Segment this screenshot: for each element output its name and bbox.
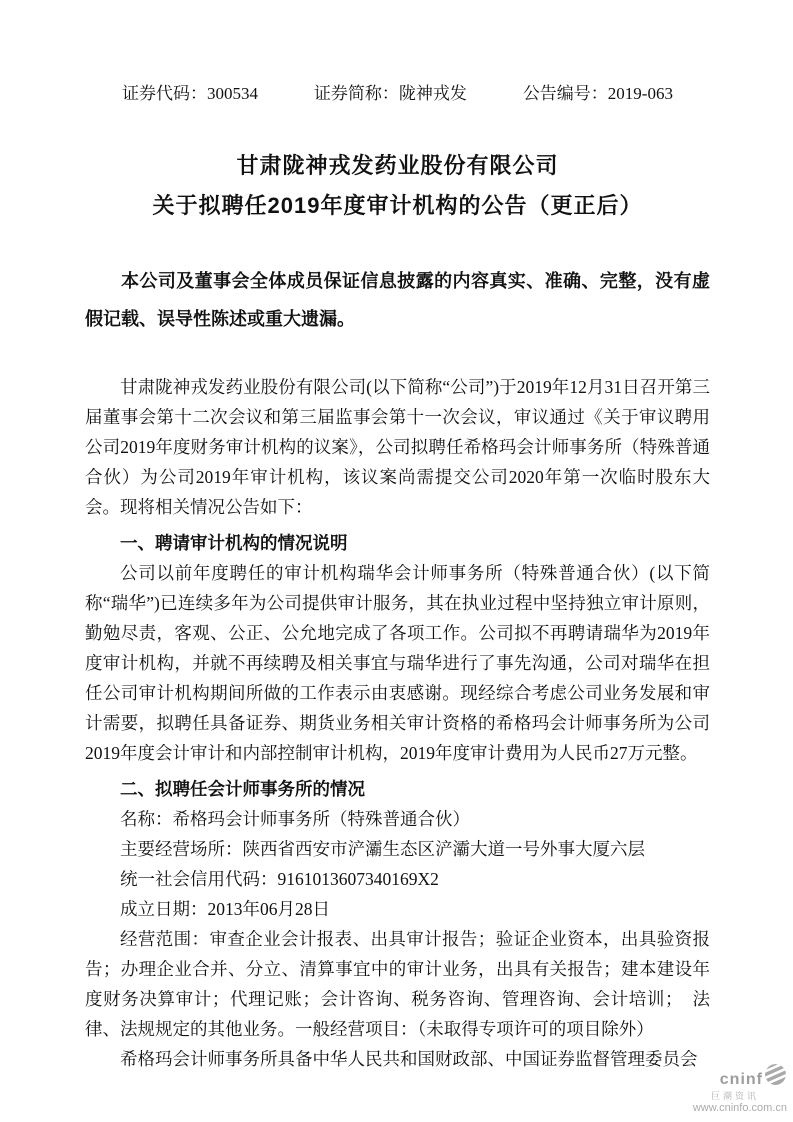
announcement-number: 公告编号：2019-063: [522, 84, 673, 103]
stock-abbr: 证券简称：陇神戎发: [313, 84, 467, 103]
business-scope-paragraph: 经营范围：审查企业会计报表、出具审计报告；验证企业资本，出具验资报告；办理企业合并、分立、清算事宜中的审计业务，出具有关报告；建本建设年度财务决算审计；代理记账；会计咨询、税务咨询、管理咨询、会计培训； 法律、法规规定的其他业务。一般经营项目：（未取得专项许可的项目除外）: [85, 929, 710, 1039]
document-header: [85, 84, 710, 104]
stock-code: 证券代码：300534: [122, 84, 258, 103]
credit-code-line: 统一社会信用代码：9161013607340169X2: [120, 869, 439, 889]
cninfo-url: www.cninfo.com.cn: [692, 1102, 787, 1114]
section1-heading: 一、聘请审计机构的情况说明: [120, 533, 348, 553]
qualification-paragraph: 希格玛会计师事务所具备中华人民共和国财政部、中国证券监督管理委员会: [120, 1049, 698, 1069]
company-name-title: 甘肃陇神戎发药业股份有限公司: [236, 153, 559, 178]
cninfo-logo-text: cninf: [719, 1071, 763, 1088]
announcement-title: 关于拟聘任2019年度审计机构的公告（更正后）: [152, 193, 643, 218]
firm-name-line: 名称：希格玛会计师事务所（特殊普通合伙）: [120, 809, 470, 829]
cninfo-chinese-name: 巨潮资讯: [710, 1091, 759, 1101]
intro-paragraph: 甘肃陇神戎发药业股份有限公司(以下简称“公司”)于2019年12月31日召开第三届董事会第十二次会议和第三届监事会第十一次会议，审议通过《关于审议聘用公司2019年度财务审计机构的议案》，公司拟聘任希格玛会计师事务所（特殊普通合伙）为公司2019年审计机构，该议案尚需提交公司2020年第一次临时股东大会。现将相关情况公告如下：: [85, 377, 710, 517]
section1-paragraph: 公司以前年度聘任的审计机构瑞华会计师事务所（特殊普通合伙）(以下简称“瑞华”)已连续多年为公司提供审计服务，其在执业过程中坚持独立审计原则，勤勉尽责，客观、公正、公允地完成了各项工作。公司拟不再聘请瑞华为2019年度审计机构，并就不再续聘及相关事宜与瑞华进行了事先沟通，公司对瑞华在担任公司审计机构期间所做的工作表示由衷感谢。现经综合考虑公司业务发展和审计需要，拟聘任具备证券、期货业务相关审计资格的希格玛会计师事务所为公司2019年度会计审计和内部控制审计机构，2019年度审计费用为人民币27万元整。: [85, 563, 710, 763]
cninfo-logo-row: [720, 1069, 787, 1091]
cninfo-swirl-ball-icon: [764, 1063, 787, 1091]
disclaimer-statement: 本公司及董事会全体成员保证信息披露的内容真实、准确、完整，没有虚假记载、误导性陈述或重大遗漏。: [85, 271, 710, 329]
section2-heading: 二、拟聘任会计师事务所的情况: [120, 779, 365, 799]
established-date-line: 成立日期：2013年06月28日: [120, 899, 330, 919]
cninfo-watermark: [693, 1069, 787, 1114]
firm-address-line: 主要经营场所：陕西省西安市浐灞生态区浐灞大道一号外事大厦六层: [120, 839, 645, 859]
